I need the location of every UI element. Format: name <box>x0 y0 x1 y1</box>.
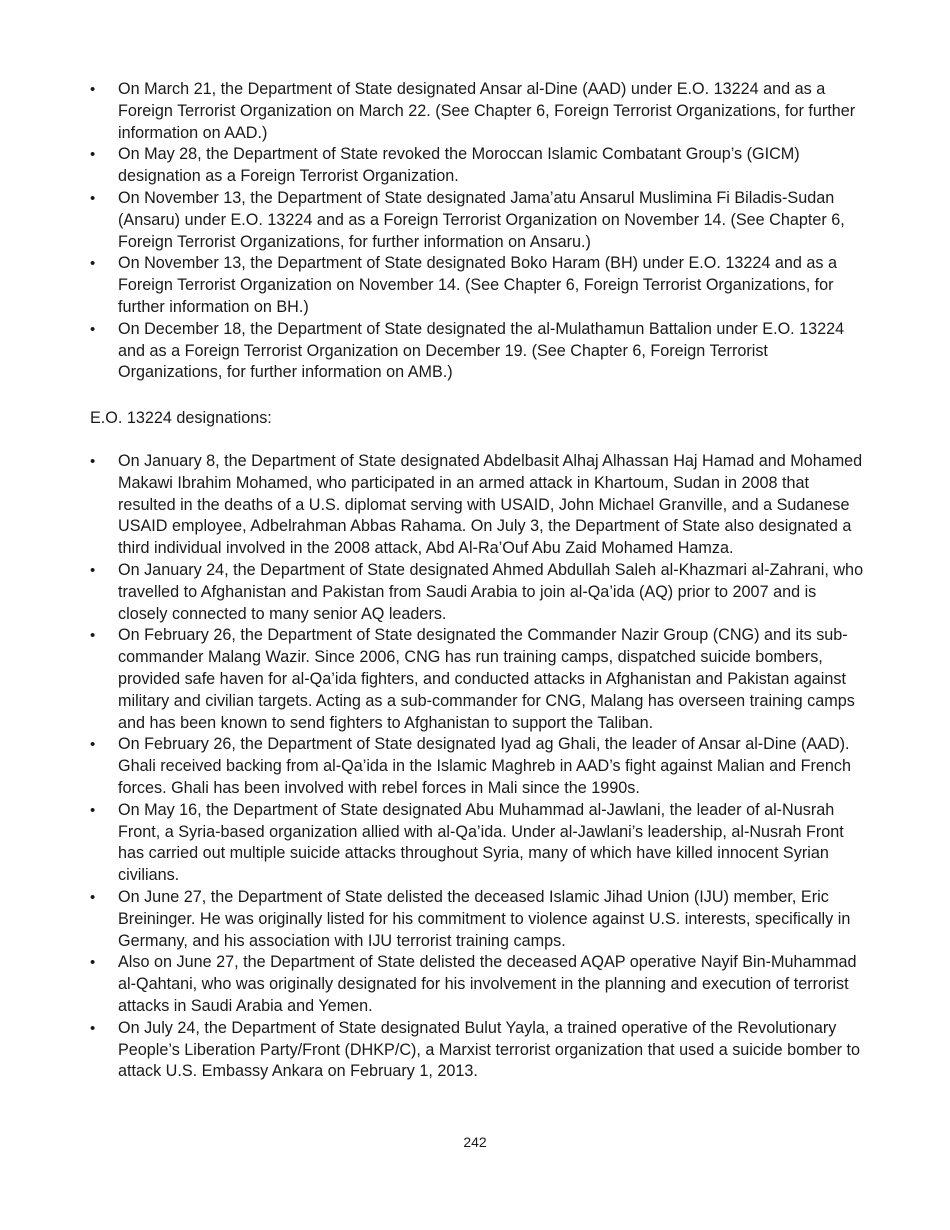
list-item-text: On February 26, the Department of State designated Iyad ag Ghali, the leader of Ansar al-Dine (AAD). Ghali received backing from al-Qa’ida in the Islamic Maghreb in AAD’s fight against Malian and French forces. Ghali has been involved with rebel forces in Mali since the 1990s. <box>118 735 851 797</box>
bullet-marker: • <box>90 801 96 819</box>
bullet-marker: • <box>90 888 96 906</box>
list-item <box>90 188 866 253</box>
foreign-terrorist-organization-list <box>90 79 866 384</box>
list-item <box>90 887 866 952</box>
bullet-marker: • <box>90 954 96 972</box>
bullet-marker: • <box>90 453 96 470</box>
bullet-marker: • <box>90 81 96 98</box>
bullet-marker: • <box>90 146 96 164</box>
list-item <box>90 451 866 560</box>
list-item <box>90 144 866 188</box>
list-item-text: On May 28, the Department of State revoked the Moroccan Islamic Combatant Group’s (GICM) designation as a Foreign Terrorist Organization. <box>118 145 800 186</box>
list-item <box>90 1018 866 1083</box>
bullet-marker: • <box>90 320 96 338</box>
bullet-marker: • <box>90 627 96 645</box>
list-item <box>90 952 866 1017</box>
list-item <box>90 560 866 625</box>
list-item <box>90 253 866 318</box>
list-item <box>90 79 866 144</box>
list-item <box>90 734 866 799</box>
page-number: 242 <box>463 1134 487 1150</box>
list-item-text: On December 18, the Department of State designated the al-Mulathamun Battalion under E.O. 13224 and as a Foreign Terrorist Organization on December 19. (See Chapter 6, Foreign Terrorist Organizations, for further information on AMB.) <box>118 319 845 382</box>
section-heading: E.O. 13224 designations: <box>90 409 272 427</box>
list-item-text: On January 8, the Department of State designated Abdelbasit Alhaj Alhassan Haj Hamad and Mohamed Makawi Ibrahim Mohamed, who participated in an armed attack in Khartoum, Sudan in 2008 that resulted in the deaths of a U.S. diplomat serving with USAID, John Michael Granville, and a Sudanese USAID employee, Adbelrahman Abbas Rahama. On July 3, the Department of State also designated a third individual involved in the 2008 attack, Abd Al-Ra’Ouf Abu Zaid Mohamed Hamza. <box>118 452 863 558</box>
bullet-marker: • <box>90 736 96 754</box>
eo-13224-designations-list <box>90 451 866 1083</box>
bullet-marker: • <box>90 1019 96 1037</box>
bullet-marker: • <box>90 255 96 273</box>
list-item-text: On November 13, the Department of State designated Jama’atu Ansarul Muslimina Fi Biladis-Sudan (Ansaru) under E.O. 13224 and as a Foreign Terrorist Organization on November 14. (See Chapter 6, Foreign Terrorist Organizations, for further information on Ansaru.) <box>118 188 845 251</box>
bullet-marker: • <box>90 189 96 207</box>
list-item-text: On March 21, the Department of State designated Ansar al-Dine (AAD) under E.O. 13224 and as a Foreign Terrorist Organization on March 22. (See Chapter 6, Foreign Terrorist Organizations, for further information on AAD.) <box>118 80 856 142</box>
list-item-text: On February 26, the Department of State designated the Commander Nazir Group (CNG) and its sub-commander Malang Wazir. Since 2006, CNG has run training camps, dispatched suicide bombers, provided safe haven for al-Qa’ida fighters, and conducted attacks in Afghanistan and Pakistan against military and civilian targets. Acting as a sub-commander for CNG, Malang has overseen training camps and has been known to send fighters to Afghanistan to support the Taliban. <box>118 626 855 732</box>
list-item <box>90 800 866 887</box>
list-item-text: On January 24, the Department of State designated Ahmed Abdullah Saleh al-Khazmari al-Zahrani, who travelled to Afghanistan and Pakistan from Saudi Arabia to join al-Qa’ida (AQ) prior to 2007 and is closely connected to many senior AQ leaders. <box>118 560 864 623</box>
list-item-text: On July 24, the Department of State designated Bulut Yayla, a trained operative of the Revolutionary People’s Liberation Party/Front (DHKP/C), a Marxist terrorist organization that used a suicide bomber to attack U.S. Embassy Ankara on February 1, 2013. <box>118 1018 860 1081</box>
list-item-text: On November 13, the Department of State designated Boko Haram (BH) under E.O. 13224 and as a Foreign Terrorist Organization on November 14. (See Chapter 6, Foreign Terrorist Organizations, for further information on BH.) <box>118 254 837 316</box>
list-item <box>90 319 866 384</box>
list-item-text: On June 27, the Department of State delisted the deceased Islamic Jihad Union (IJU) member, Eric Breininger. He was originally listed for his commitment to violence against U.S. interests, specifically in Germany, and his association with IJU terrorist training camps. <box>118 887 851 950</box>
list-item-text: Also on June 27, the Department of State delisted the deceased AQAP operative Nayif Bin-Muhammad al-Qahtani, who was originally designated for his involvement in the planning and execution of terrorist attacks in Saudi Arabia and Yemen. <box>118 953 857 1015</box>
bullet-marker: • <box>90 561 96 579</box>
list-item-text: On May 16, the Department of State designated Abu Muhammad al-Jawlani, the leader of al-Nusrah Front, a Syria-based organization allied with al-Qa’ida. Under al-Jawlani’s leadership, al-Nusrah Front has carried out multiple suicide attacks throughout Syria, many of which have killed innocent Syrian civilians. <box>118 800 844 885</box>
list-item <box>90 625 866 734</box>
